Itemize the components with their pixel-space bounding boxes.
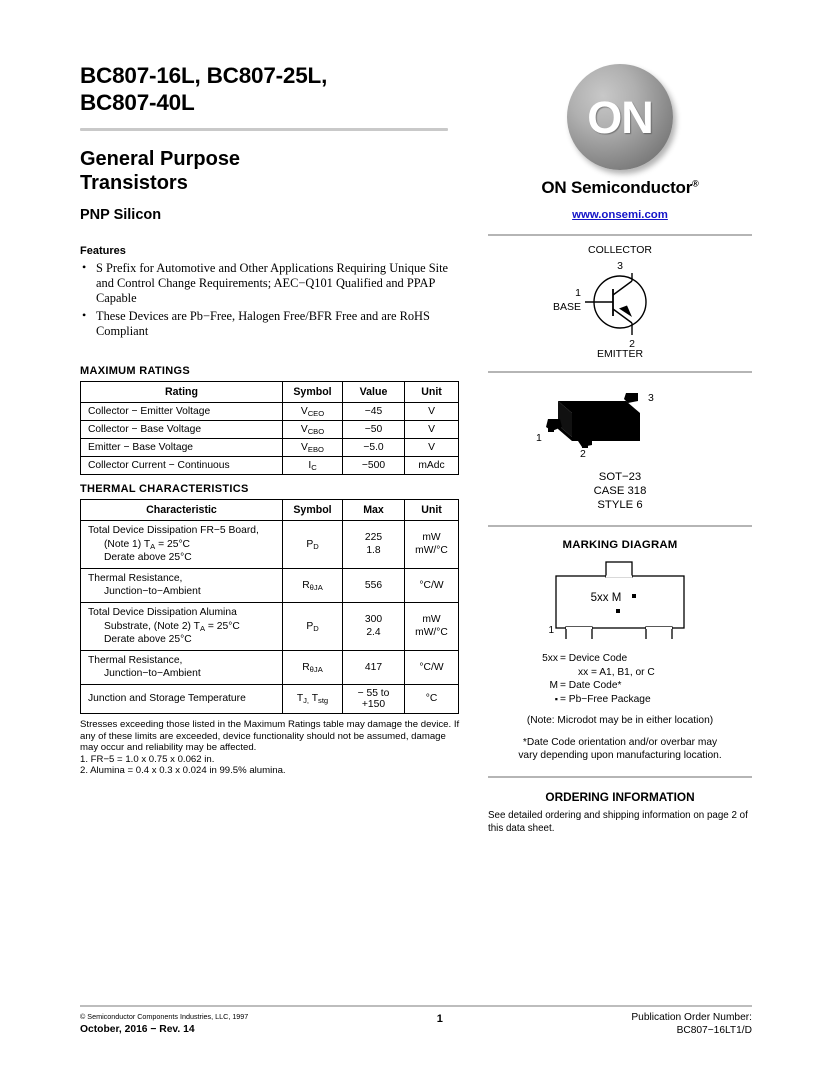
table-header-row xyxy=(81,500,459,521)
legend-key: ▪ xyxy=(554,693,558,704)
cell-unit: °C/W xyxy=(405,568,459,602)
on-logo-icon xyxy=(567,64,673,170)
cell-symbol xyxy=(283,457,343,475)
cell-max: 556 xyxy=(343,568,405,602)
legend-row xyxy=(532,693,657,707)
cell-symbol xyxy=(283,568,343,602)
max-line-2: 1.8 xyxy=(366,545,381,557)
symbol-sub: D xyxy=(313,541,319,551)
cell-symbol xyxy=(283,403,343,421)
char-line-1: Total Device Dissipation FR−5 Board, xyxy=(88,525,259,537)
col-symbol: Symbol xyxy=(283,382,343,403)
col-unit: Unit xyxy=(405,500,459,521)
transistor-schematic xyxy=(488,240,752,358)
table-row xyxy=(81,602,459,650)
date-code-note xyxy=(488,736,752,762)
symbol-sub: CEO xyxy=(307,409,325,419)
cell-unit: mAdc xyxy=(405,457,459,475)
publication-label: Publication Order Number: xyxy=(631,1012,752,1023)
table-row xyxy=(81,457,459,475)
subtitle-line-1: General Purpose xyxy=(80,148,241,170)
col-value: Value xyxy=(343,382,405,403)
legend-row xyxy=(532,679,657,693)
stress-notes xyxy=(80,719,461,777)
copyright-text: © Semiconductor Components Industries, LLC, 1997 xyxy=(80,1012,249,1021)
legend-value: = Date Code* xyxy=(560,680,622,692)
brand-name: ON Semiconductor® xyxy=(541,178,699,197)
table-row xyxy=(81,568,459,602)
cell-max: 417 xyxy=(343,650,405,684)
thermal-heading: THERMAL CHARACTERISTICS xyxy=(80,483,249,496)
package-pin-1: 1 xyxy=(536,432,542,444)
features-list xyxy=(80,261,462,339)
page-footer xyxy=(80,1005,752,1037)
col-unit: Unit xyxy=(405,382,459,403)
col-characteristic: Characteristic xyxy=(81,500,283,521)
section-divider xyxy=(488,525,752,527)
marking-heading: MARKING DIAGRAM xyxy=(562,539,678,551)
publication-number: BC807−16LT1/D xyxy=(676,1025,752,1036)
left-column xyxy=(80,62,462,777)
cell-symbol xyxy=(283,439,343,457)
cell-characteristic xyxy=(81,521,283,569)
section-divider xyxy=(488,371,752,373)
symbol-sub: C xyxy=(311,463,317,473)
section-divider xyxy=(488,234,752,236)
cell-max xyxy=(343,602,405,650)
transistor-symbol-icon xyxy=(488,240,752,358)
max-line-1: 300 xyxy=(364,613,383,625)
cell-characteristic xyxy=(81,568,283,602)
cell-value: −500 xyxy=(343,457,405,475)
registered-mark: ® xyxy=(692,178,699,189)
cell-value: −45 xyxy=(343,403,405,421)
cell-characteristic xyxy=(81,650,283,684)
page-title xyxy=(80,62,462,116)
legend-key: 5xx xyxy=(542,653,558,664)
date-code-note-line-1: *Date Code orientation and/or overbar may xyxy=(522,737,718,749)
package-pin-3: 3 xyxy=(648,392,654,404)
title-block xyxy=(80,62,462,223)
title-line-1: BC807-16L, BC807-25L, xyxy=(80,63,328,88)
footer-left xyxy=(80,1011,248,1037)
unit-line-1: mW xyxy=(422,531,441,543)
max-ratings-heading: MAXIMUM RATINGS xyxy=(80,365,191,378)
cell-value: −5.0 xyxy=(343,439,405,457)
unit-line-2: mW/°C xyxy=(415,545,448,557)
company-url-link[interactable]: www.onsemi.com xyxy=(572,209,668,221)
cell-symbol xyxy=(283,602,343,650)
feature-item: • These Devices are Pb−Free, Halogen Free/BFR Free and are RoHS Compliant xyxy=(80,309,462,339)
symbol-base: R xyxy=(302,661,310,673)
char-line-3: Derate above 25°C xyxy=(104,552,192,564)
char-line-2: Junction−to−Ambient xyxy=(104,586,201,598)
base-pin: 1 xyxy=(575,287,581,299)
microdot-bottom xyxy=(616,609,620,613)
brand-logo xyxy=(488,62,752,174)
package-style: STYLE 6 xyxy=(597,499,643,511)
device-mark-text: 5xx M xyxy=(590,592,622,604)
base-label: BASE xyxy=(552,301,581,313)
symbol-base: P xyxy=(306,620,314,632)
page-number: 1 xyxy=(436,1013,443,1025)
symbol-base: V xyxy=(300,424,308,436)
col-rating: Rating xyxy=(81,382,283,403)
char-line-2: Junction−to−Ambient xyxy=(104,668,201,680)
marking-pin-1: 1 xyxy=(548,625,554,636)
max-line-1: 225 xyxy=(364,531,383,543)
symbol-base: I xyxy=(308,460,312,472)
table-row xyxy=(81,521,459,569)
legend-value: xx = A1, B1, or C xyxy=(578,666,655,678)
symbol-base-2: T xyxy=(309,693,319,705)
thermal-table xyxy=(80,499,459,714)
symbol-sub: D xyxy=(313,623,319,633)
cell-unit xyxy=(405,521,459,569)
subtitle-line-2: Transistors xyxy=(80,172,188,194)
cell-symbol xyxy=(283,684,343,713)
char-line-1: Total Device Dissipation Alumina xyxy=(88,606,237,618)
footer-right xyxy=(631,1011,752,1037)
device-type: PNP Silicon xyxy=(80,207,162,223)
cell-unit: V xyxy=(405,403,459,421)
symbol-sub: θJA xyxy=(309,582,323,592)
product-subtitle xyxy=(80,147,462,195)
unit-line-2: mW/°C xyxy=(415,627,448,639)
cell-characteristic: Junction and Storage Temperature xyxy=(81,684,283,713)
cell-symbol xyxy=(283,421,343,439)
table-row xyxy=(81,421,459,439)
logo-text: ON xyxy=(587,91,653,143)
symbol-base: V xyxy=(301,442,308,454)
features-heading: Features xyxy=(80,245,126,257)
ordering-heading: ORDERING INFORMATION xyxy=(545,790,695,805)
cell-max: − 55 to +150 xyxy=(343,684,405,713)
table-row xyxy=(81,684,459,713)
legend-row xyxy=(532,652,657,666)
emitter-pin: 2 xyxy=(629,338,635,350)
symbol-base: V xyxy=(300,406,308,418)
max-ratings-table xyxy=(80,381,459,475)
microdot-right xyxy=(632,594,636,598)
package-pin-2: 2 xyxy=(580,448,586,459)
feature-item: • S Prefix for Automotive and Other Applications Requiring Unique Site and Control Change Requirements; AEC−Q101 Qualified and PPAP Capable xyxy=(80,261,462,307)
legend-row xyxy=(532,666,657,680)
package-name: SOT−23 xyxy=(598,471,642,483)
symbol-sub: θJA xyxy=(309,664,323,674)
cell-rating: Collector − Emitter Voltage xyxy=(81,403,283,421)
table-header-row xyxy=(81,382,459,403)
legend-key xyxy=(532,666,560,680)
symbol-sub: J, xyxy=(303,696,310,706)
symbol-sub: EBO xyxy=(307,445,324,455)
collector-label: COLLECTOR xyxy=(588,244,652,256)
cell-symbol xyxy=(283,650,343,684)
package-labels xyxy=(488,470,752,512)
stress-paragraph: Stresses exceeding those listed in the Maximum Ratings table may damage the device. If any of these limits are exceeded, device functionality should not be assumed, damage may occur and reliability may be affected. xyxy=(80,718,460,754)
emitter-label: EMITTER xyxy=(596,348,644,358)
col-symbol: Symbol xyxy=(283,500,343,521)
symbol-base: R xyxy=(302,579,310,591)
cell-unit: V xyxy=(405,439,459,457)
package-drawing xyxy=(488,379,752,512)
footer-divider xyxy=(80,1005,752,1007)
char-line-1: Thermal Resistance, xyxy=(88,654,183,666)
ordering-text: See detailed ordering and shipping information on page 2 of this data sheet. xyxy=(488,810,748,834)
cell-characteristic xyxy=(81,602,283,650)
symbol-sub-2: stg xyxy=(318,696,329,706)
section-divider xyxy=(488,776,752,778)
cell-symbol xyxy=(283,521,343,569)
right-column xyxy=(488,62,752,835)
title-divider xyxy=(80,128,448,131)
date-code-note-line-2: vary depending upon manufacturing location. xyxy=(518,750,722,762)
col-max: Max xyxy=(343,500,405,521)
symbol-sub: CBO xyxy=(307,427,325,437)
symbol-base: P xyxy=(306,538,314,550)
char-line-2: Substrate, (Note 2) $T_A = 25^\circ C$ xyxy=(104,620,240,633)
char-line-1: Thermal Resistance, xyxy=(88,572,183,584)
table-row xyxy=(81,650,459,684)
legend-key: M xyxy=(549,680,558,692)
cell-unit: V xyxy=(405,421,459,439)
table-row xyxy=(81,439,459,457)
legend-value: = Device Code xyxy=(560,653,628,664)
max-line-2: 2.4 xyxy=(366,627,381,639)
marking-legend xyxy=(532,652,752,706)
cell-rating: Collector − Base Voltage xyxy=(81,421,283,439)
microdot-note: (Note: Microdot may be in either location) xyxy=(526,715,714,727)
marking-diagram-icon xyxy=(488,559,752,639)
title-line-2: BC807-40L xyxy=(80,90,195,115)
cell-max xyxy=(343,521,405,569)
unit-line-1: mW xyxy=(422,613,441,625)
revision-text: October, 2016 − Rev. 14 xyxy=(80,1024,195,1035)
sot23-package-icon xyxy=(488,379,752,459)
char-line-2: (Note 1) $T_A = 25^\circ C$ xyxy=(104,538,190,551)
char-line-3: Derate above 25°C xyxy=(104,634,192,646)
legend-value: = Pb−Free Package xyxy=(560,693,651,705)
collector-pin: 3 xyxy=(617,260,623,272)
cell-value: −50 xyxy=(343,421,405,439)
package-case: CASE 318 xyxy=(593,485,647,497)
cell-unit: °C xyxy=(405,684,459,713)
cell-rating: Emitter − Base Voltage xyxy=(81,439,283,457)
table-row xyxy=(81,403,459,421)
cell-rating: Collector Current − Continuous xyxy=(81,457,283,475)
symbol-base: T xyxy=(296,693,304,705)
cell-unit xyxy=(405,602,459,650)
cell-unit: °C/W xyxy=(405,650,459,684)
note-2: 2. Alumina = 0.4 x 0.3 x 0.024 in 99.5% alumina. xyxy=(80,765,286,777)
note-1: 1. FR−5 = 1.0 x 0.75 x 0.062 in. xyxy=(80,753,215,765)
